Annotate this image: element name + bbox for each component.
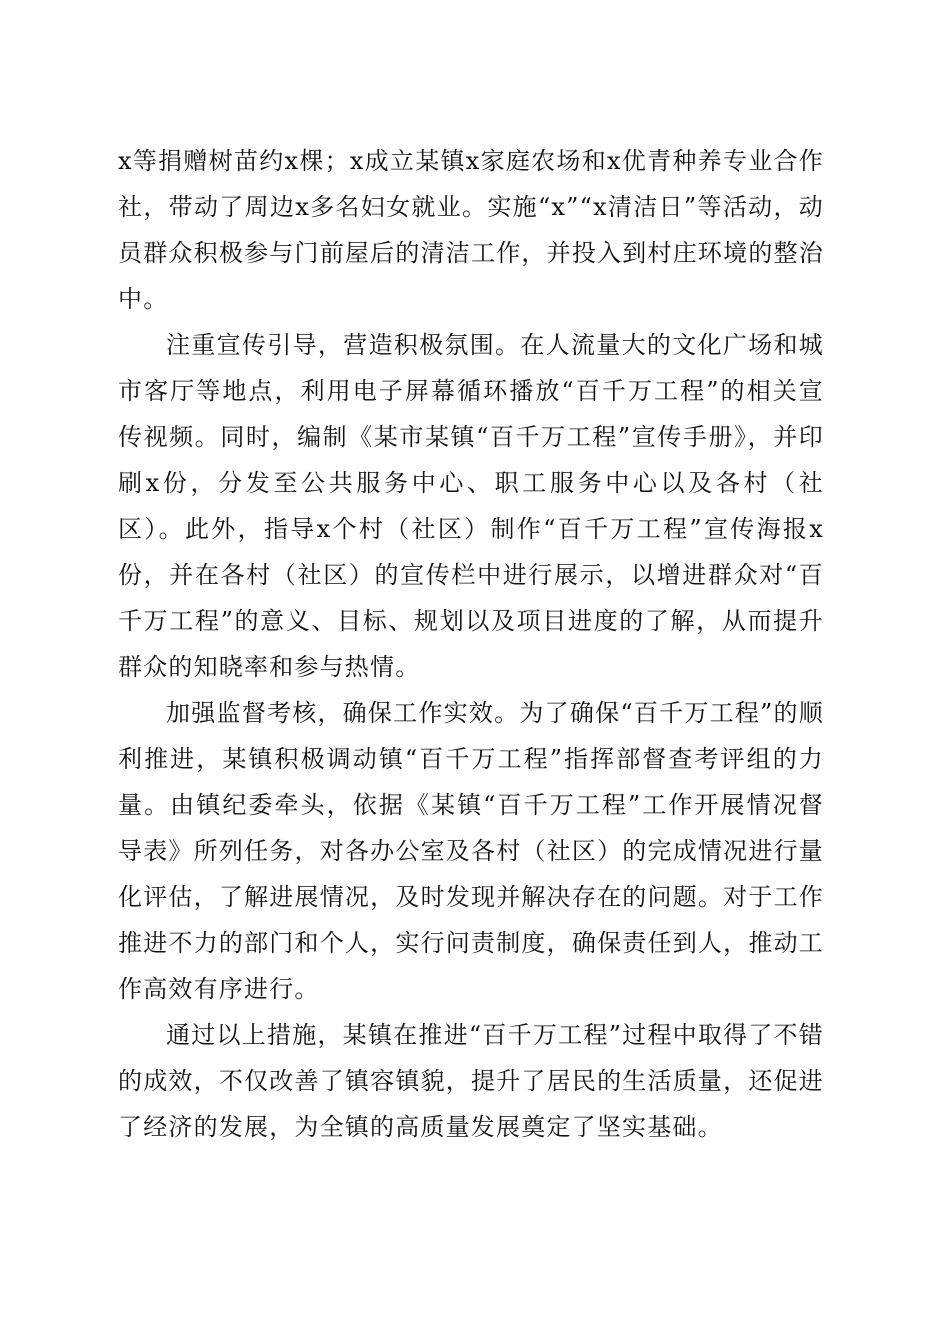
paragraph-supervision: 加强监督考核，确保工作实效。为了确保“百千万工程”的顺利推进，某镇积极调动镇“百千万工程”指挥部督查考评组的力量。由镇纪委牵头，依据《某镇“百千万工程”工作开展情况督导表》所列任务，对各办公室及各村（社区）的完成情况进行量化评估，了解进展情况，及时发现并解决存在的问题。对于工作推进不力的部门和个人，实行问责制度，确保责任到人，推动工作高效有序进行。	[118, 699, 824, 1003]
document-body	[118, 138, 824, 1150]
paragraph-continued: x等捐赠树苗约x棵；x成立某镇x家庭农场和x优青种养专业合作社，带动了周边x多名妇女就业。实施“x”“x清洁日”等活动，动员群众积极参与门前屋后的清洁工作，并投入到村庄环境的整治中。	[118, 147, 824, 313]
paragraph-conclusion: 通过以上措施，某镇在推进“百千万工程”过程中取得了不错的成效，不仅改善了镇容镇貌，提升了居民的生活质量，还促进了经济的发展，为全镇的高质量发展奠定了坚实基础。	[118, 1021, 824, 1141]
paragraph-publicity: 注重宣传引导，营造积极氛围。在人流量大的文化广场和城市客厅等地点，利用电子屏幕循环播放“百千万工程”的相关宣传视频。同时，编制《某市某镇“百千万工程”宣传手册》，并印刷x份，分发至公共服务中心、职工服务中心以及各村（社区）。此外，指导x个村（社区）制作“百千万工程”宣传海报x份，并在各村（社区）的宣传栏中进行展示，以增进群众对“百千万工程”的意义、目标、规划以及项目进度的了解，从而提升群众的知晓率和参与热情。	[118, 331, 824, 681]
